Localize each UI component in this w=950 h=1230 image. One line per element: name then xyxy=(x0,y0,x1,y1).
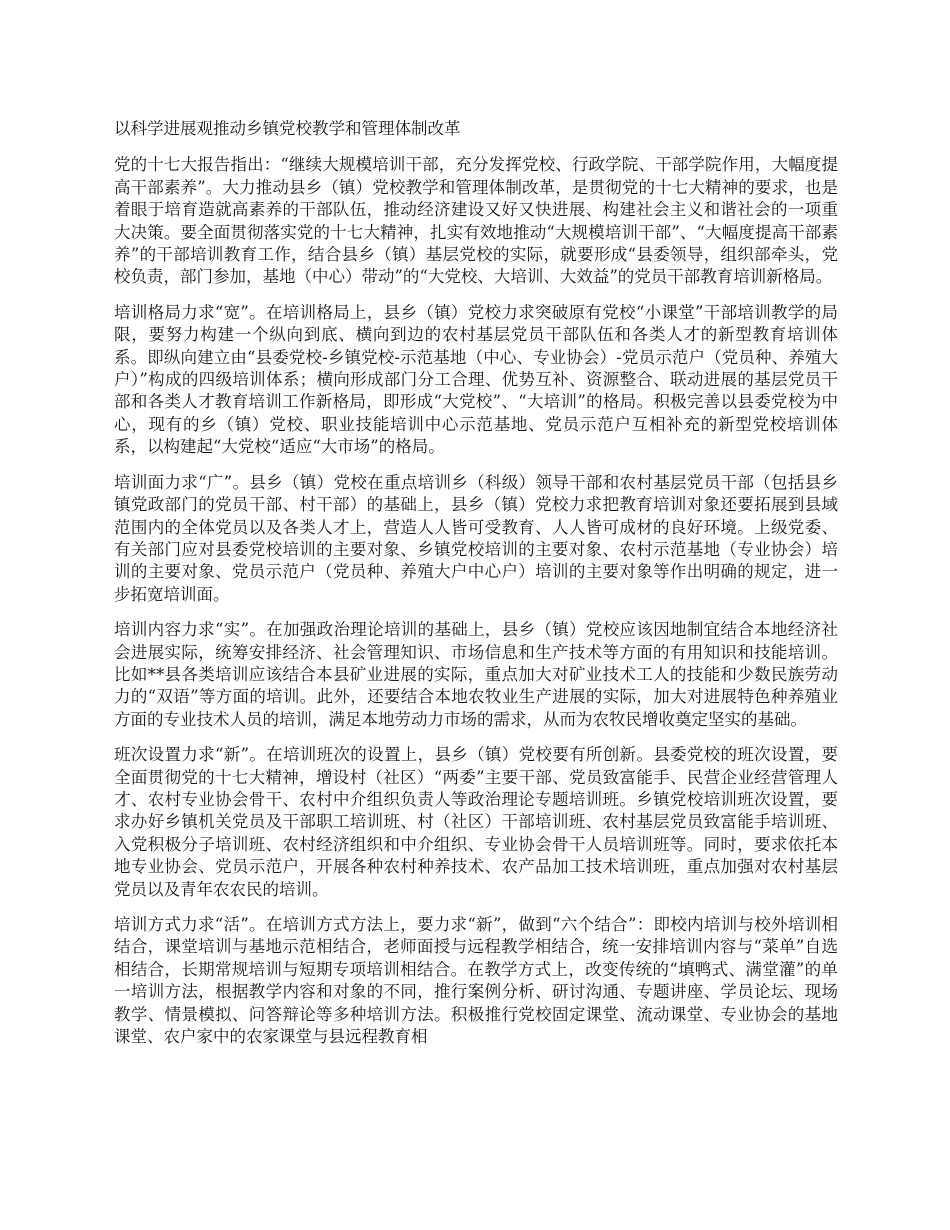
paragraph-training-scope: 培训面力求“广”。县乡（镇）党校在重点培训乡（科级）领导干部和农村基层党员干部（包括县乡镇党政部门的党员干部、村干部）的基础上，县乡（镇）党校力求把教育培训对象还要拓展到县域范围内的全体党员以及各类人才上，营造人人皆可受教育、人人皆可成材的良好环境。上级党委、有关部门应对县委党校培训的主要对象、乡镇党校培训的主要对象、农村示范基地（专业协会）培训的主要对象、党员示范户（党员种、养殖大户中心户）培训的主要对象等作出明确的规定，进一步拓宽培训面。 xyxy=(114,472,838,604)
paragraph-intro: 党的十七大报告指出：“继续大规模培训干部，充分发挥党校、行政学院、干部学院作用，大幅度提高干部素养”。大力推动县乡（镇）党校教学和管理体制改革，是贯彻党的十七大精神的要求，也是着眼于培育造就高素养的干部队伍，推动经济建设又好又快进展、构建社会主义和谐社会的一项重大决策。要全面贯彻落实党的十七大精神，扎实有效地推动“大规模培训干部”、“大幅度提高干部素养”的干部培训教育工作，结合县乡（镇）基层党校的实际，就要形成“县委领导，组织部牵头，党校负责，部门参加，基地（中心）带动”的“大党校、大培训、大效益”的党员干部教育培训新格局。 xyxy=(114,155,838,287)
paragraph-class-setup: 班次设置力求“新”。在培训班次的设置上，县乡（镇）党校要有所创新。县委党校的班次设置，要全面贯彻党的十七大精神，增设村（社区）“两委”主要干部、党员致富能手、民营企业经营管理人才、农村专业协会骨干、农村中介组织负责人等政治理论专题培训班。乡镇党校培训班次设置，要求办好乡镇机关党员及干部职工培训班、村（社区）干部培训班、农村基层党员致富能手培训班、入党积极分子培训班、农村经济组织和中介组织、专业协会骨干人员培训班等。同时，要求依托本地专业协会、党员示范户，开展各种农村种养技术、农产品加工技术培训班，重点加强对农村基层党员以及青年农农民的培训。 xyxy=(114,745,838,899)
document-title: 以科学进展观推动乡镇党校教学和管理体制改革 xyxy=(114,119,461,138)
paragraph-training-layout: 培训格局力求“宽”。在培训格局上，县乡（镇）党校力求突破原有党校“小课堂”干部培训教学的局限，要努力构建一个纵向到底、横向到边的农村基层党员干部队伍和各类人才的新型教育培训体系。即纵向建立由“县委党校-乡镇党校-示范基地（中心、专业协会）-党员示范户（党员种、养殖大户）”构成的四级培训体系；横向形成部门分工合理、优势互补、资源整合、联动进展的基层党员干部和各类人才教育培训工作新格局，即形成“大党校”、“大培训”的格局。积极完善以县委党校为中心，现有的乡（镇）党校、职业技能培训中心示范基地、党员示范户互相补充的新型党校培训体系，以构建起“大党校“适应“大市场”的格局。 xyxy=(114,302,838,457)
paragraph-training-content: 培训内容力求“实”。在加强政治理论培训的基础上，县乡（镇）党校应该因地制宜结合本地经济社会进展实际，统筹安排经济、社会管理知识、市场信息和生产技术等方面的有用知识和技能培训。比如**县各类培训应该结合本县矿业进展的实际，重点加大对矿业技术工人的技能和少数民族劳动力的“双语”等方面的培训。此外，还要结合本地农牧业生产进展的实际，加大对进展特色种养殖业方面的专业技术人员的培训，满足本地劳动力市场的需求，从而为农牧民增收奠定坚实的基础。 xyxy=(114,620,838,729)
document-page xyxy=(114,118,838,1061)
paragraph-training-methods: 培训方式力求“活”。在培训方式方法上，要力求“新”，做到“六个结合”：即校内培训与校外培训相结合，课堂培训与基地示范相结合，老师面授与远程教学相结合，统一安排培训内容与“菜单”自选相结合，长期常规培训与短期专项培训相结合。在教学方式上，改变传统的“填鸭式、满堂灌”的单一培训方法，根据教学内容和对象的不同，推行案例分析、研讨沟通、专题讲座、学员论坛、现场教学、情景模拟、问答辩论等多种培训方法。积极推行党校固定课堂、流动课堂、专业协会的基地课堂、农户家中的农家课堂与县远程教育相 xyxy=(114,915,838,1047)
